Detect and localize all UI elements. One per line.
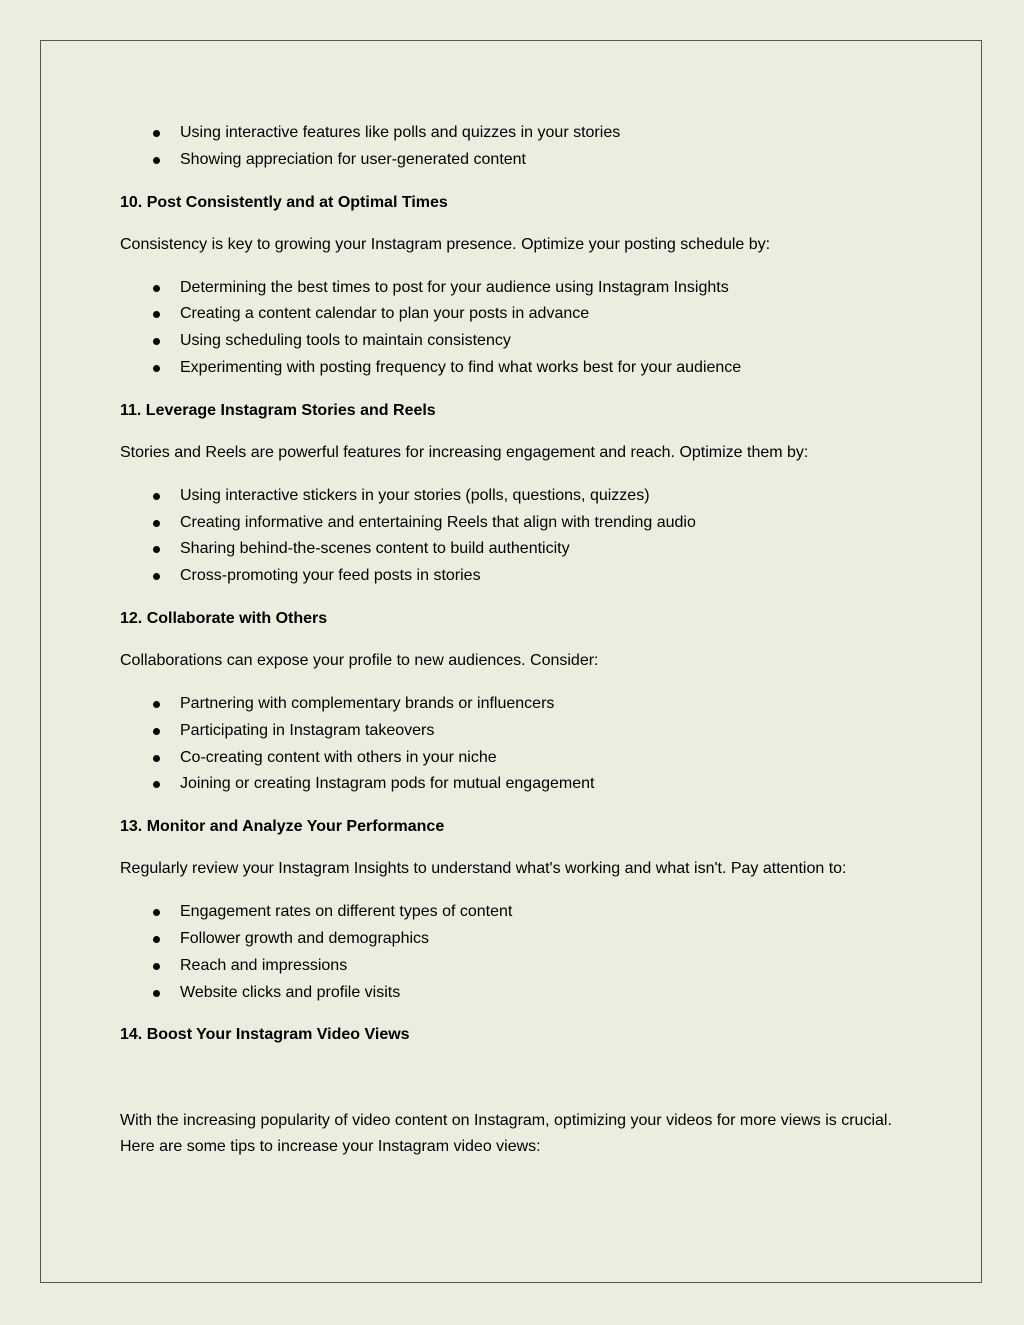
list-item: Reach and impressions	[120, 953, 920, 980]
section-heading-11: 11. Leverage Instagram Stories and Reels	[120, 401, 436, 419]
section-heading-10: 10. Post Consistently and at Optimal Times	[120, 193, 448, 211]
list-item: Using interactive stickers in your stories (polls, questions, quizzes)	[120, 483, 920, 510]
list-item: Creating informative and entertaining Reels that align with trending audio	[120, 510, 920, 537]
section-bullet-list-10	[120, 275, 920, 382]
list-item: Determining the best times to post for your audience using Instagram Insights	[120, 275, 920, 302]
list-item: Partnering with complementary brands or influencers	[120, 691, 920, 718]
section-heading-13: 13. Monitor and Analyze Your Performance	[120, 818, 445, 836]
section-bullet-list-13	[120, 899, 920, 1006]
section-bullet-list-12	[120, 691, 920, 798]
list-item: Showing appreciation for user-generated content	[120, 147, 920, 174]
list-item: Sharing behind-the-scenes content to build authenticity	[120, 536, 920, 563]
list-item: Participating in Instagram takeovers	[120, 718, 920, 745]
list-item: Website clicks and profile visits	[120, 980, 920, 1007]
section-heading-14: 14. Boost Your Instagram Video Views	[120, 1026, 410, 1044]
list-item: Using interactive features like polls and quizzes in your stories	[120, 120, 920, 147]
list-item: Using scheduling tools to maintain consistency	[120, 328, 920, 355]
section-heading-12: 12. Collaborate with Others	[120, 609, 328, 627]
document-content	[120, 120, 920, 1160]
section-paragraph-14: With the increasing popularity of video content on Instagram, optimizing your videos for more views is crucial. Here are some tips to increase your Instagram video views:	[120, 1112, 892, 1156]
list-item: Engagement rates on different types of content	[120, 899, 920, 926]
section-paragraph-13: Regularly review your Instagram Insights to understand what's working and what isn't. Pay attention to:	[120, 860, 847, 878]
list-item: Co-creating content with others in your niche	[120, 745, 920, 772]
section-paragraph-10: Consistency is key to growing your Instagram presence. Optimize your posting schedule by:	[120, 235, 771, 253]
list-item: Cross-promoting your feed posts in stories	[120, 563, 920, 590]
list-item: Creating a content calendar to plan your posts in advance	[120, 301, 920, 328]
list-item: Follower growth and demographics	[120, 926, 920, 953]
list-item: Experimenting with posting frequency to find what works best for your audience	[120, 355, 920, 382]
section-bullet-list-11	[120, 483, 920, 590]
list-item: Joining or creating Instagram pods for mutual engagement	[120, 771, 920, 798]
intro-bullet-list	[120, 120, 920, 174]
section-paragraph-11: Stories and Reels are powerful features for increasing engagement and reach. Optimize them by:	[120, 443, 809, 461]
section-paragraph-12: Collaborations can expose your profile to new audiences. Consider:	[120, 651, 599, 669]
